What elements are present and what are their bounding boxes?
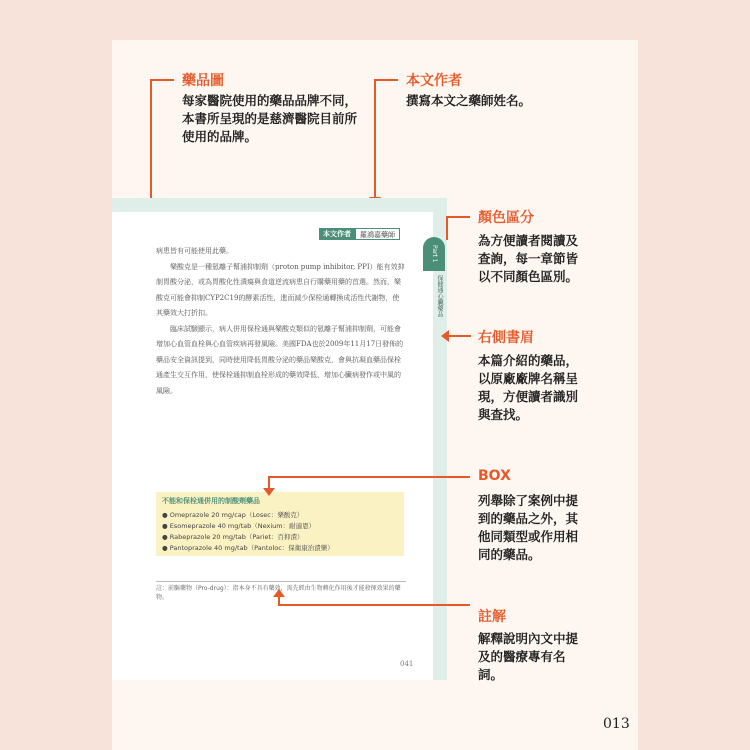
author-bar xyxy=(319,228,400,240)
side-header: 保健通心臟藥品 xyxy=(433,271,445,321)
paragraph: 病患皆有可能使用此藥。 xyxy=(156,247,233,255)
part-tab: Part 1 xyxy=(423,237,445,271)
box-annot-desc: 列舉除了案例中提到的藥品之外，其他同類型或作用相同的藥品。 xyxy=(478,493,579,562)
header-line xyxy=(449,335,471,337)
drug-image-title: 藥品圖 xyxy=(182,73,224,89)
background-right xyxy=(638,0,750,750)
footnote: 註：前驅藥物（Pro-drug）：指本身不具有藥效，需先經由生物轉化作用後才能發揮效果的藥物。 xyxy=(156,585,401,601)
color-desc: 為方便讀者閱讀及查詢，每一章節皆以不同顏色區別。 xyxy=(478,233,579,284)
author-title: 本文作者 xyxy=(406,73,462,89)
header-title: 右側書眉 xyxy=(478,330,534,346)
background-left xyxy=(0,0,112,750)
box-item: ● Omeprazole 20 mg/cap（Losec：樂酸克） xyxy=(162,511,304,519)
paragraph: 臨床試驗顯示，病人併用保栓通與樂酸克類似的氫離子幫浦抑制劑，可能會增加心血管血栓與心血管疾病再發風險。美國FDA也於2009年11月17日發佈的藥品安全資訊提到，同時使用降低胃酸分泌的藥品樂酸克，會與抗凝血藥品保栓通產生交互作用，使保栓通抑制血栓形成的藥效降低，增加心臟病發作或中風的風險。 xyxy=(156,324,404,395)
author-line-h xyxy=(374,79,398,81)
color-line-v xyxy=(446,216,448,240)
inner-body-text xyxy=(156,244,406,399)
color-title: 顏色區分 xyxy=(478,210,534,226)
note-arrow-icon xyxy=(273,589,285,597)
paragraph: 樂酸克是一種氫離子幫浦抑制劑（proton pump inhibitor, PPI）能有效抑制胃酸分泌，或為胃酸化性潰瘍與食道逆流病患自行購藥用藥的首選。然而，樂酸克可能會抑制CYP2C19的酵素活性，進而減少保栓通轉換成活性代謝物，使其藥效大打折扣。 xyxy=(156,262,405,317)
box-title: 不能和保栓通併用的制酸劑藥品 xyxy=(162,497,260,505)
footnote-divider xyxy=(156,581,406,582)
note-title: 註解 xyxy=(478,609,506,625)
header-arrow-icon xyxy=(441,330,449,342)
author-name: 羅鴻嘉藥師 xyxy=(355,228,400,240)
box-item: ● Esomeprazole 40 mg/tab（Nexium：耐適恩） xyxy=(162,522,316,530)
note-line-h xyxy=(278,604,470,606)
color-line-h xyxy=(446,216,470,218)
drug-image-line-h xyxy=(150,79,174,81)
author-label: 本文作者 xyxy=(319,228,355,240)
box-item: ● Rabeprazole 20 mg/tab（Pariet：百抑潰） xyxy=(162,533,304,541)
box-annot-title: BOX xyxy=(478,468,511,484)
note-desc: 解釋說明內文中提及的醫療專有名詞。 xyxy=(478,631,579,682)
drug-box xyxy=(156,492,404,556)
note-line-v xyxy=(278,596,280,606)
author-desc: 撰寫本文之藥師姓名。 xyxy=(406,93,532,108)
box-arrow-icon xyxy=(263,488,275,496)
header-desc: 本篇介紹的藥品，以原廠廠牌名稱呈現，方便讀者識別與查找。 xyxy=(478,353,579,422)
background-top xyxy=(112,0,638,40)
drug-image-desc: 每家醫院使用的藥品品牌不同，本書所呈現的是慈濟醫院目前所使用的品牌。 xyxy=(182,93,358,144)
page-number: 013 xyxy=(603,716,630,732)
box-line-h xyxy=(268,476,470,478)
box-item: ● Pantoprazole 40 mg/tab（Pantoloc：保衛康治潰樂） xyxy=(162,544,334,552)
inner-page-number: 041 xyxy=(400,660,414,668)
author-line-v xyxy=(374,79,376,199)
